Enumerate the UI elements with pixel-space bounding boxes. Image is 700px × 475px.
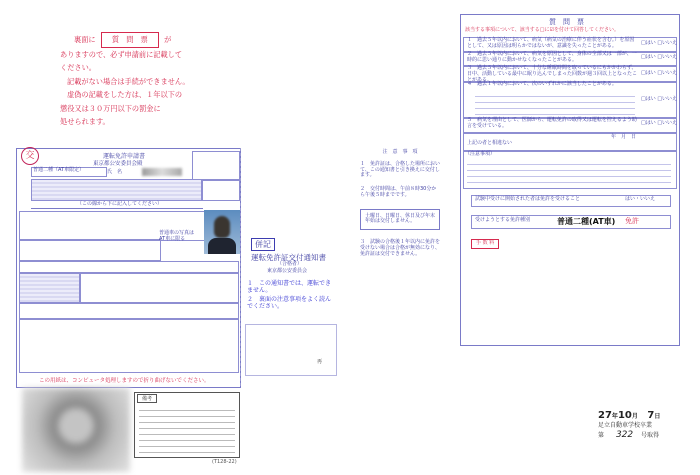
question-1: １ 過去５年以内において、病気（病気の治療に伴う症状を含む。）を原因として、又は原因は明らかではないが、意識を失ったことがある。 <box>467 37 635 49</box>
right-top-grid <box>192 151 240 181</box>
notification-sub: （合格者） <box>277 261 303 267</box>
stamp-date-line <box>598 410 698 422</box>
stamp-number-line <box>598 430 698 441</box>
grid-block-3 <box>19 261 239 273</box>
questionnaire-subtitle: 該当する事項について、該当する□に☑を付けて回答してください。 <box>465 27 620 33</box>
instructions-panel <box>360 150 440 257</box>
row-address <box>31 179 203 201</box>
memo-page-code: (T128-22) <box>212 459 237 465</box>
photo-body <box>208 238 236 254</box>
stamp-number-suffix: 号取得 <box>641 432 660 439</box>
instructions-boxed: 土曜日、日曜日、休日及び年末年始は交付しません。 <box>360 209 440 231</box>
notification-card <box>240 148 339 386</box>
question-3: ３ 過去５年以内において、十分な睡眠時間を取っているにもかかわらず、日中、活動している最中に眠り込んでしまった回数が週３回以上となったことがある。 <box>467 65 638 83</box>
notice-line-7: 処せられます。 <box>60 117 110 126</box>
question-3-answer[interactable]: □はい □いいえ <box>641 70 678 76</box>
license-value: 普通二種(AT車) <box>557 217 616 226</box>
grid-block-4 <box>19 273 81 303</box>
question-4-answer[interactable]: □はい □いいえ <box>641 96 678 102</box>
notice-line-4: 記載がない場合は手続ができません。 <box>67 76 190 86</box>
grid-block-5 <box>79 273 239 303</box>
signature-date: 年 月 日 <box>611 134 637 140</box>
questionnaire-badge: 質 問 票 <box>101 32 159 48</box>
notice-line-2: ありますので、必ず申請前に記載して <box>60 49 183 59</box>
form-header: 運転免許申請書 <box>103 153 146 160</box>
notification-item-2: ２ 裏面の注意事項をよく読んでください。 <box>247 296 332 311</box>
stamp-school: 足立自動車学校卒業 <box>598 422 653 429</box>
notification-stamp: 再 <box>317 359 323 365</box>
license-suffix: 免許 <box>625 217 639 225</box>
notification-issuer: 東京都公安委員会 <box>267 268 308 274</box>
instructions-item-3: ３ 試験の合格後１年以内に免許を受けない場合は合格が無効になり、免許証は交付できません。 <box>360 239 441 257</box>
date-stamp <box>598 410 698 441</box>
photo-caption: 普通車の写真は AT車に限る <box>159 230 195 242</box>
form-footer: この用紙は、コンピュータ処理しますので折り曲げないでください。 <box>39 378 210 384</box>
notice-line-3: ください。 <box>60 63 96 72</box>
notification-fields <box>245 324 337 376</box>
name-redacted <box>142 168 182 176</box>
notes-lines <box>467 159 671 185</box>
notes-heading: （注意事項） <box>465 151 496 157</box>
grid-block-6 <box>19 303 239 319</box>
receipt-stamp: 交 <box>21 147 39 165</box>
question-5-answer[interactable]: □はい □いいえ <box>641 120 678 126</box>
photo-face <box>214 216 230 238</box>
notification-item-1: １ この通知書では、運転できません。 <box>247 280 332 295</box>
blurred-portrait <box>22 388 130 472</box>
row-extra <box>201 179 240 201</box>
question-2: ２ 過去５年以内において、病気を原因として、身体の全部又は一部が、一時的に思い通りに動かせなくなったことがある。 <box>467 51 637 63</box>
license-type: 普通二種（AT車限定） <box>33 167 85 173</box>
questionnaire-form <box>460 14 680 346</box>
name-label: 氏 名 <box>107 169 123 175</box>
memo-lines <box>139 405 235 453</box>
application-form <box>16 148 241 388</box>
notification-badge: 併記 <box>251 238 275 251</box>
question-5: ５ 病気を理由として、医師から、運転免許の取得又は運転を控えるよう助言を受けている。 <box>467 117 637 129</box>
signature-label: 上記の者と相違ない <box>467 140 513 146</box>
stamp-number-label: 第 <box>598 432 605 439</box>
questionnaire-title: 質 問 票 <box>549 18 584 26</box>
fee-label: 手 数 料 <box>471 239 499 249</box>
grid-block-2 <box>19 239 161 261</box>
license-label: 受けようとする免許種別 <box>475 217 531 223</box>
notice-block <box>60 32 210 129</box>
exam-label: 試験中受けに開始された者は免許を受けること <box>475 196 581 202</box>
notice-prefix: 裏面に <box>74 35 96 44</box>
question-4: ４ 過去１年以内において、次のいずれかに該当したことがある。 <box>467 81 617 87</box>
instructions-item-2: ２ 交付時間は、午前８時30分から午後５時までです。 <box>360 186 437 198</box>
notice-line-5: 虚偽の記載をした方は、１年以下の <box>67 90 183 99</box>
applicant-photo <box>204 210 240 254</box>
remarks-area <box>19 319 239 373</box>
notice-suffix: が <box>164 35 172 44</box>
question-2-answer[interactable]: □はい □いいえ <box>641 54 678 60</box>
exam-value[interactable]: はい・いいえ <box>625 196 656 202</box>
stamp-month: 10 <box>617 410 632 421</box>
stamp-month-unit: 月 <box>631 413 638 420</box>
memo-box <box>134 392 240 458</box>
notice-line-6: 懲役又は３０万円以下の罰金に <box>60 103 161 113</box>
question-1-answer[interactable]: □はい □いいえ <box>641 40 678 46</box>
separator-line <box>31 208 203 209</box>
instructions-item-1: １ 免許証は、合格した場所において、この通知書と引き換えに交付します。 <box>360 160 441 179</box>
instructions-heading: 注 意 事 項 <box>382 149 418 155</box>
stamp-year: 27 <box>598 410 612 421</box>
form-authority: 東京都公安委員会殿 <box>93 161 143 167</box>
memo-title: 備考 <box>137 394 157 403</box>
separator-note: （この線から下に記入してください） <box>77 201 163 207</box>
question-4-subitems <box>475 91 635 115</box>
notification-title: 運転免許証交付通知書 <box>251 253 326 262</box>
stamp-day: 7 <box>647 410 655 421</box>
stamp-year-unit: 年 <box>611 413 618 420</box>
stamp-number: 322 <box>615 430 634 440</box>
stamp-day-unit: 日 <box>654 413 661 420</box>
